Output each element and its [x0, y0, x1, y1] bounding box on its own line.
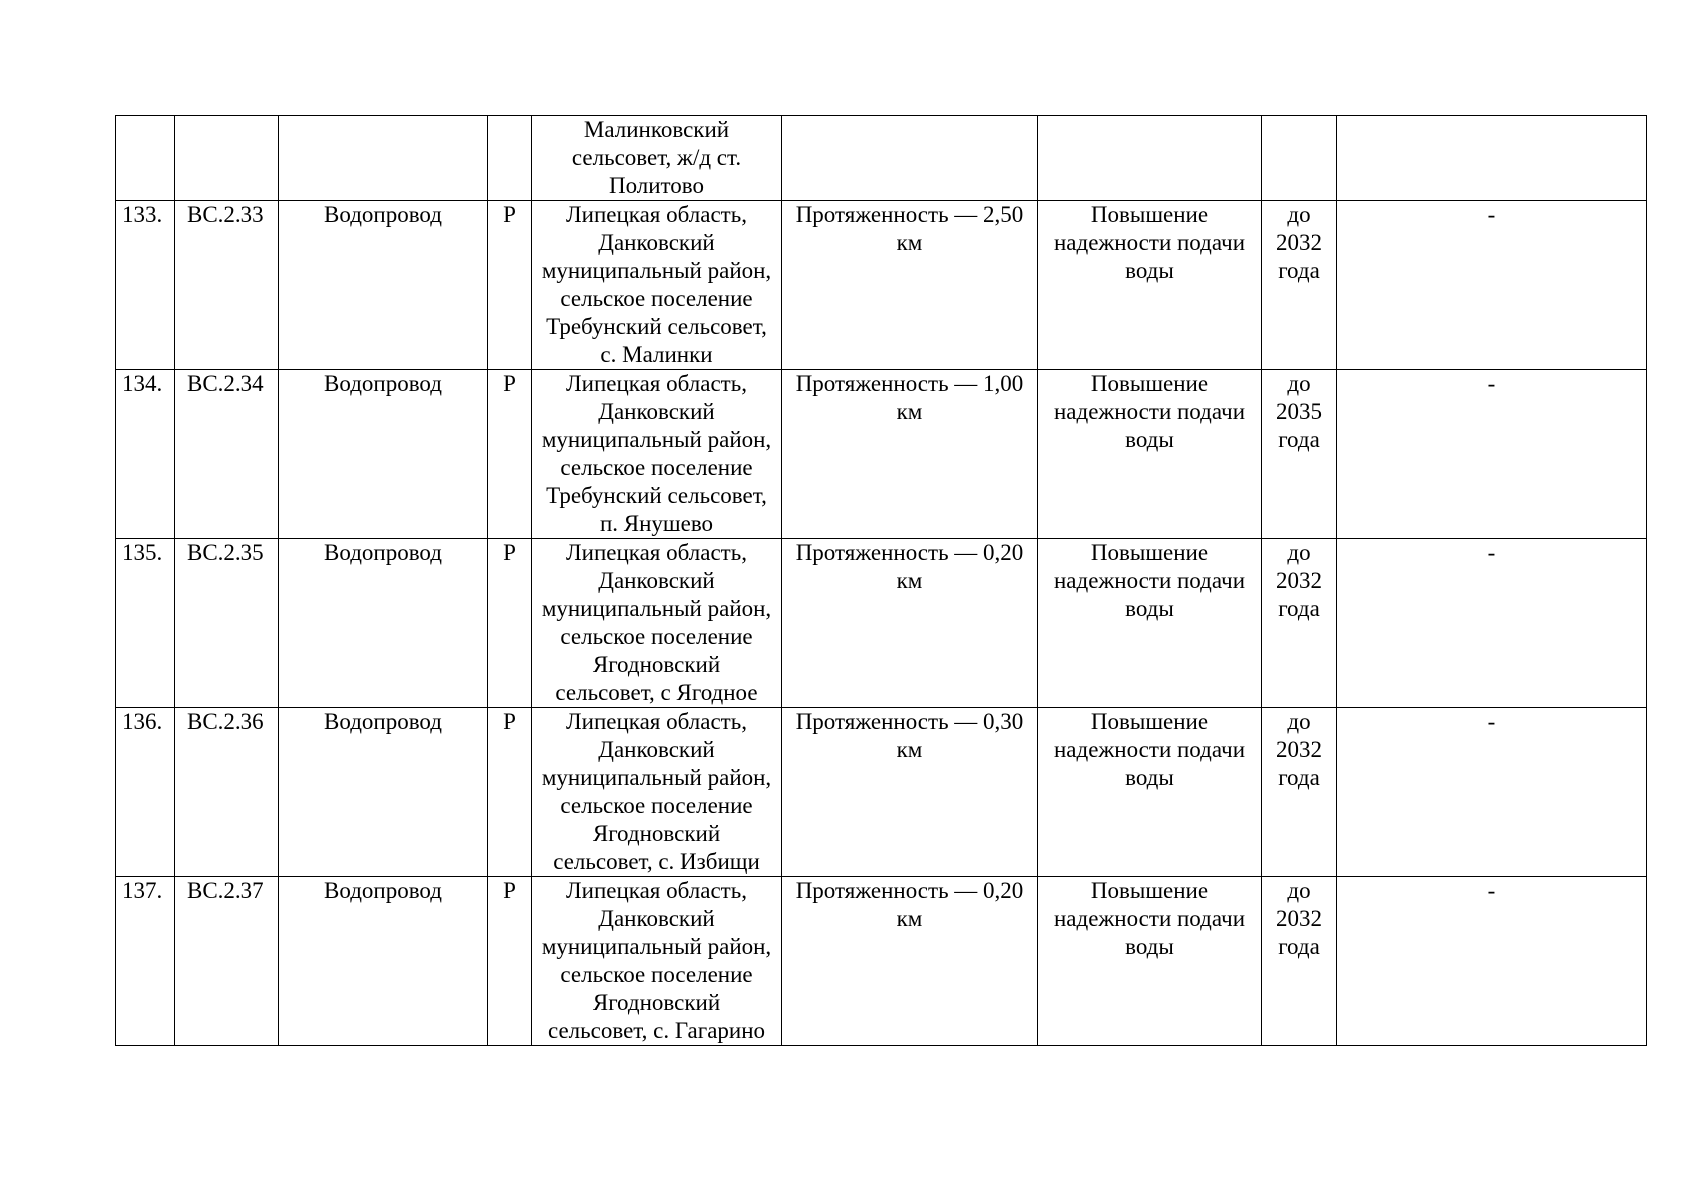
cell-code: ВС.2.37 [175, 877, 279, 1046]
cell-location [532, 116, 782, 201]
cell-zones: - [1337, 201, 1647, 370]
location-line: Данковский [598, 737, 715, 762]
purpose-line: воды [1125, 596, 1174, 621]
cell-code [175, 116, 279, 201]
cell-term [1262, 539, 1337, 708]
cell-num: 133. [116, 201, 175, 370]
location-line: сельское поселение [560, 624, 753, 649]
location-line: сельсовет, с. Гагарино [547, 1018, 766, 1043]
term-line: года [1278, 765, 1320, 790]
table-row [116, 201, 1647, 370]
table-row [116, 539, 1647, 708]
cell-term [1262, 877, 1337, 1046]
cell-name: Водопровод [279, 370, 488, 539]
term-line: года [1278, 258, 1320, 283]
cell-name: Водопровод [279, 539, 488, 708]
purpose-line: воды [1125, 427, 1174, 452]
cell-term [1262, 708, 1337, 877]
location-line: Политово [608, 173, 705, 198]
purpose-line: надежности подачи [1053, 906, 1246, 931]
table-row-continuation [116, 116, 1647, 201]
cell-num: 137. [116, 877, 175, 1046]
cell-location [532, 877, 782, 1046]
location-line: Требунский сельсовет, [546, 314, 767, 339]
cell-characteristics [782, 708, 1038, 877]
characteristics-line: Протяженность — 2,50 [795, 202, 1024, 227]
characteristics-line: км [896, 230, 923, 255]
cell-num: 135. [116, 539, 175, 708]
location-line: Ягодновский [592, 990, 721, 1015]
purpose-line: Повышение [1090, 709, 1209, 734]
term-line: 2035 [1276, 399, 1322, 424]
location-line: сельское поселение [560, 455, 753, 480]
cell-significance: Р [488, 708, 532, 877]
cell-zones: - [1337, 708, 1647, 877]
location-line: сельсовет, ж/д ст. [571, 145, 742, 170]
cell-purpose [1038, 877, 1262, 1046]
cell-purpose [1038, 708, 1262, 877]
purpose-line: надежности подачи [1053, 568, 1246, 593]
location-line: п. Янушево [599, 511, 714, 536]
location-line: сельсовет, с Ягодное [555, 680, 758, 705]
location-line: сельское поселение [560, 793, 753, 818]
location-line: сельское поселение [560, 286, 753, 311]
cell-characteristics [782, 201, 1038, 370]
location-line: муниципальный район, [541, 596, 772, 621]
purpose-line: Повышение [1090, 202, 1209, 227]
location-line: Малинковский [583, 117, 730, 142]
term-line: до [1287, 878, 1311, 903]
cell-significance: Р [488, 877, 532, 1046]
location-line: Ягодновский [592, 652, 721, 677]
objects-table [115, 115, 1647, 1046]
location-line: муниципальный район, [541, 765, 772, 790]
cell-significance [488, 116, 532, 201]
term-line: до [1287, 202, 1311, 227]
location-line: Данковский [598, 568, 715, 593]
term-line: 2032 [1276, 906, 1322, 931]
characteristics-line: Протяженность — 0,30 [795, 709, 1024, 734]
purpose-line: надежности подачи [1053, 399, 1246, 424]
purpose-line: воды [1125, 934, 1174, 959]
cell-num [116, 116, 175, 201]
location-line: муниципальный район, [541, 934, 772, 959]
location-line: Ягодновский [592, 821, 721, 846]
location-line: муниципальный район, [541, 427, 772, 452]
cell-location [532, 708, 782, 877]
location-line: Липецкая область, [566, 540, 747, 565]
cell-characteristics [782, 116, 1038, 201]
characteristics-line: км [896, 399, 923, 424]
cell-name: Водопровод [279, 201, 488, 370]
term-line: 2032 [1276, 737, 1322, 762]
cell-name [279, 116, 488, 201]
cell-purpose [1038, 201, 1262, 370]
cell-name: Водопровод [279, 708, 488, 877]
characteristics-line: км [896, 568, 923, 593]
purpose-line: воды [1125, 258, 1174, 283]
cell-purpose [1038, 539, 1262, 708]
location-line: Липецкая область, [566, 709, 747, 734]
cell-zones: - [1337, 370, 1647, 539]
characteristics-line: км [896, 906, 923, 931]
location-line: Данковский [598, 906, 715, 931]
cell-zones: - [1337, 539, 1647, 708]
term-line: 2032 [1276, 568, 1322, 593]
table-row [116, 877, 1647, 1046]
cell-code: ВС.2.35 [175, 539, 279, 708]
cell-term [1262, 116, 1337, 201]
location-line: Липецкая область, [566, 878, 747, 903]
table-row [116, 370, 1647, 539]
cell-term [1262, 370, 1337, 539]
location-line: сельсовет, с. Избищи [553, 849, 760, 874]
location-line: Требунский сельсовет, [546, 483, 767, 508]
cell-num: 134. [116, 370, 175, 539]
location-line: с. Малинки [600, 342, 713, 367]
cell-purpose [1038, 370, 1262, 539]
purpose-line: надежности подачи [1053, 737, 1246, 762]
location-line: Данковский [598, 230, 715, 255]
cell-code: ВС.2.34 [175, 370, 279, 539]
location-line: сельское поселение [560, 962, 753, 987]
location-line: Липецкая область, [566, 371, 747, 396]
purpose-line: воды [1125, 765, 1174, 790]
characteristics-line: Протяженность — 0,20 [795, 540, 1024, 565]
characteristics-line: км [896, 737, 923, 762]
term-line: до [1287, 540, 1311, 565]
cell-location [532, 539, 782, 708]
cell-characteristics [782, 370, 1038, 539]
term-line: до [1287, 709, 1311, 734]
cell-characteristics [782, 539, 1038, 708]
purpose-line: Повышение [1090, 540, 1209, 565]
cell-significance: Р [488, 539, 532, 708]
cell-num: 136. [116, 708, 175, 877]
cell-zones [1337, 116, 1647, 201]
cell-zones: - [1337, 877, 1647, 1046]
cell-location [532, 370, 782, 539]
cell-code: ВС.2.36 [175, 708, 279, 877]
purpose-line: Повышение [1090, 878, 1209, 903]
term-line: года [1278, 596, 1320, 621]
cell-significance: Р [488, 201, 532, 370]
cell-name: Водопровод [279, 877, 488, 1046]
term-line: года [1278, 934, 1320, 959]
term-line: года [1278, 427, 1320, 452]
cell-term [1262, 201, 1337, 370]
characteristics-line: Протяженность — 0,20 [795, 878, 1024, 903]
purpose-line: надежности подачи [1053, 230, 1246, 255]
table-row [116, 708, 1647, 877]
characteristics-line: Протяженность — 1,00 [795, 371, 1024, 396]
cell-significance: Р [488, 370, 532, 539]
cell-characteristics [782, 877, 1038, 1046]
term-line: 2032 [1276, 230, 1322, 255]
term-line: до [1287, 371, 1311, 396]
location-line: Данковский [598, 399, 715, 424]
purpose-line: Повышение [1090, 371, 1209, 396]
cell-location [532, 201, 782, 370]
location-line: Липецкая область, [566, 202, 747, 227]
location-line: муниципальный район, [541, 258, 772, 283]
cell-code: ВС.2.33 [175, 201, 279, 370]
cell-purpose [1038, 116, 1262, 201]
